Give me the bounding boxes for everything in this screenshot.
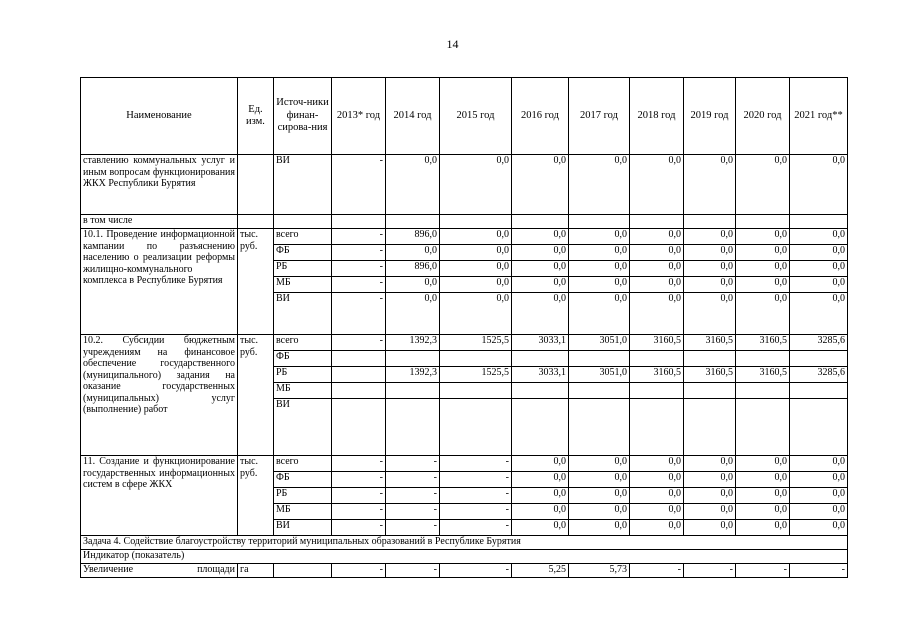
- table-row: [81, 550, 848, 564]
- value-cell: 3160,5: [630, 335, 684, 351]
- value-cell: 0,0: [684, 520, 736, 536]
- value-cell: 0,0: [790, 293, 848, 335]
- value-cell: 0,0: [684, 245, 736, 261]
- funding-source: ВИ: [274, 520, 332, 536]
- value-cell: 0,0: [440, 245, 512, 261]
- value-cell: 0,0: [684, 293, 736, 335]
- value-cell: 0,0: [736, 293, 790, 335]
- row-name: 10.1. Проведение информационной кампании по разъяснению населению о реализации реформы жилищно-коммунального комплекса в Республике Бурятия: [81, 229, 238, 335]
- value-cell: [512, 383, 569, 399]
- value-cell: 0,0: [569, 504, 630, 520]
- row-unit: тыс. руб.: [238, 229, 274, 335]
- value-cell: 0,0: [630, 261, 684, 277]
- value-cell: -: [386, 520, 440, 536]
- header-cell: Ед. изм.: [238, 78, 274, 155]
- value-cell: 0,0: [630, 520, 684, 536]
- value-cell: 0,0: [512, 504, 569, 520]
- value-cell: 0,0: [790, 472, 848, 488]
- value-cell: [512, 215, 569, 229]
- value-cell: 0,0: [512, 229, 569, 245]
- value-cell: 3285,6: [790, 367, 848, 383]
- funding-source: ВИ: [274, 399, 332, 456]
- value-cell: -: [332, 293, 386, 335]
- value-cell: -: [440, 504, 512, 520]
- funding-source: всего: [274, 456, 332, 472]
- header-cell: 2021 год**: [790, 78, 848, 155]
- row-name: Увеличение площади: [81, 564, 238, 578]
- value-cell: 1525,5: [440, 335, 512, 351]
- value-cell: 0,0: [440, 293, 512, 335]
- value-cell: 0,0: [684, 229, 736, 245]
- value-cell: 0,0: [630, 472, 684, 488]
- funding-source: МБ: [274, 277, 332, 293]
- value-cell: 0,0: [790, 229, 848, 245]
- value-cell: 0,0: [790, 277, 848, 293]
- value-cell: 0,0: [440, 277, 512, 293]
- value-cell: -: [332, 277, 386, 293]
- value-cell: -: [332, 488, 386, 504]
- funding-source: РБ: [274, 488, 332, 504]
- value-cell: 0,0: [569, 245, 630, 261]
- page-number: 14: [446, 37, 459, 51]
- value-cell: -: [440, 456, 512, 472]
- row-unit: тыс. руб.: [238, 335, 274, 456]
- value-cell: 1525,5: [440, 367, 512, 383]
- value-cell: [736, 399, 790, 456]
- value-cell: 0,0: [684, 261, 736, 277]
- value-cell: [386, 215, 440, 229]
- value-cell: 0,0: [630, 488, 684, 504]
- table-row: [81, 335, 848, 351]
- value-cell: 0,0: [630, 456, 684, 472]
- value-cell: 0,0: [630, 245, 684, 261]
- value-cell: 5,73: [569, 564, 630, 578]
- value-cell: 0,0: [736, 520, 790, 536]
- value-cell: -: [386, 564, 440, 578]
- value-cell: 0,0: [512, 520, 569, 536]
- value-cell: 0,0: [440, 261, 512, 277]
- header-cell: 2017 год: [569, 78, 630, 155]
- table-row: [81, 215, 848, 229]
- value-cell: -: [790, 564, 848, 578]
- value-cell: 0,0: [736, 472, 790, 488]
- value-cell: 3160,5: [736, 335, 790, 351]
- header-cell: 2020 год: [736, 78, 790, 155]
- value-cell: 3285,6: [790, 335, 848, 351]
- value-cell: [386, 351, 440, 367]
- value-cell: 0,0: [569, 277, 630, 293]
- value-cell: 3051,0: [569, 367, 630, 383]
- value-cell: 0,0: [790, 245, 848, 261]
- value-cell: [684, 351, 736, 367]
- value-cell: -: [386, 472, 440, 488]
- value-cell: [332, 383, 386, 399]
- value-cell: [386, 383, 440, 399]
- value-cell: -: [440, 488, 512, 504]
- funding-source: [274, 564, 332, 578]
- funding-source: ВИ: [274, 293, 332, 335]
- value-cell: 3051,0: [569, 335, 630, 351]
- value-cell: 0,0: [630, 293, 684, 335]
- header-cell: 2018 год: [630, 78, 684, 155]
- spanning-label: Индикатор (показатель): [81, 550, 848, 564]
- funding-source: всего: [274, 335, 332, 351]
- value-cell: -: [332, 245, 386, 261]
- value-cell: 0,0: [386, 277, 440, 293]
- value-cell: 0,0: [630, 155, 684, 215]
- value-cell: 0,0: [736, 155, 790, 215]
- value-cell: [790, 399, 848, 456]
- value-cell: 0,0: [684, 504, 736, 520]
- value-cell: 3160,5: [736, 367, 790, 383]
- row-unit: [238, 155, 274, 215]
- value-cell: 0,0: [736, 456, 790, 472]
- value-cell: [569, 351, 630, 367]
- value-cell: 0,0: [736, 261, 790, 277]
- value-cell: -: [386, 488, 440, 504]
- value-cell: 0,0: [386, 155, 440, 215]
- value-cell: [630, 351, 684, 367]
- funding-source: ФБ: [274, 351, 332, 367]
- value-cell: [332, 367, 386, 383]
- value-cell: -: [440, 564, 512, 578]
- value-cell: [440, 351, 512, 367]
- value-cell: [790, 351, 848, 367]
- value-cell: [569, 399, 630, 456]
- header-cell: Источ-ники финан-сирова-ния: [274, 78, 332, 155]
- value-cell: 0,0: [736, 245, 790, 261]
- value-cell: -: [332, 261, 386, 277]
- value-cell: -: [440, 472, 512, 488]
- value-cell: -: [630, 564, 684, 578]
- value-cell: [569, 383, 630, 399]
- value-cell: 0,0: [386, 245, 440, 261]
- value-cell: [332, 215, 386, 229]
- value-cell: -: [386, 456, 440, 472]
- value-cell: 0,0: [684, 456, 736, 472]
- row-name: 11. Создание и функционирование государственных информационных систем в сфере ЖКХ: [81, 456, 238, 536]
- value-cell: -: [440, 520, 512, 536]
- value-cell: 896,0: [386, 261, 440, 277]
- value-cell: [684, 383, 736, 399]
- value-cell: [736, 215, 790, 229]
- value-cell: [440, 399, 512, 456]
- value-cell: 0,0: [790, 155, 848, 215]
- table-row: [81, 229, 848, 245]
- header-cell: 2014 год: [386, 78, 440, 155]
- funding-source: ВИ: [274, 155, 332, 215]
- funding-source: всего: [274, 229, 332, 245]
- value-cell: 0,0: [512, 261, 569, 277]
- value-cell: 3160,5: [630, 367, 684, 383]
- value-cell: 0,0: [684, 155, 736, 215]
- value-cell: 0,0: [512, 472, 569, 488]
- funding-source: ФБ: [274, 472, 332, 488]
- value-cell: -: [684, 564, 736, 578]
- value-cell: 0,0: [512, 277, 569, 293]
- value-cell: -: [332, 229, 386, 245]
- value-cell: 0,0: [512, 488, 569, 504]
- value-cell: [630, 383, 684, 399]
- value-cell: 3033,1: [512, 367, 569, 383]
- value-cell: [238, 215, 274, 229]
- value-cell: 1392,3: [386, 367, 440, 383]
- value-cell: 0,0: [569, 520, 630, 536]
- value-cell: 0,0: [790, 504, 848, 520]
- value-cell: [332, 351, 386, 367]
- spanning-label: Задача 4. Содействие благоустройству территорий муниципальных образований в Республике Бурятия: [81, 536, 848, 550]
- funding-source: ФБ: [274, 245, 332, 261]
- value-cell: -: [332, 155, 386, 215]
- row-name: в том числе: [81, 215, 238, 229]
- funding-source: МБ: [274, 383, 332, 399]
- value-cell: [736, 351, 790, 367]
- value-cell: 896,0: [386, 229, 440, 245]
- value-cell: [790, 215, 848, 229]
- value-cell: 0,0: [512, 245, 569, 261]
- row-unit: га: [238, 564, 274, 578]
- header-cell: 2019 год: [684, 78, 736, 155]
- budget-table: [80, 77, 848, 578]
- value-cell: 0,0: [736, 488, 790, 504]
- value-cell: [332, 399, 386, 456]
- value-cell: 0,0: [630, 504, 684, 520]
- table-row: [81, 155, 848, 215]
- value-cell: 0,0: [630, 277, 684, 293]
- funding-source: РБ: [274, 367, 332, 383]
- funding-source: МБ: [274, 504, 332, 520]
- value-cell: 0,0: [790, 488, 848, 504]
- header-cell: 2016 год: [512, 78, 569, 155]
- table-row: [81, 564, 848, 578]
- row-unit: тыс. руб.: [238, 456, 274, 536]
- value-cell: [684, 399, 736, 456]
- value-cell: -: [332, 504, 386, 520]
- value-cell: -: [386, 504, 440, 520]
- value-cell: 0,0: [684, 472, 736, 488]
- value-cell: [386, 399, 440, 456]
- value-cell: 1392,3: [386, 335, 440, 351]
- value-cell: 0,0: [736, 504, 790, 520]
- value-cell: -: [736, 564, 790, 578]
- value-cell: -: [332, 456, 386, 472]
- value-cell: [630, 399, 684, 456]
- value-cell: [440, 215, 512, 229]
- value-cell: -: [332, 472, 386, 488]
- value-cell: 0,0: [569, 293, 630, 335]
- value-cell: -: [332, 520, 386, 536]
- value-cell: 0,0: [512, 155, 569, 215]
- value-cell: 0,0: [790, 520, 848, 536]
- value-cell: 0,0: [736, 229, 790, 245]
- value-cell: 0,0: [569, 472, 630, 488]
- value-cell: 3160,5: [684, 367, 736, 383]
- value-cell: 0,0: [736, 277, 790, 293]
- value-cell: 0,0: [440, 155, 512, 215]
- value-cell: 0,0: [684, 488, 736, 504]
- value-cell: 5,25: [512, 564, 569, 578]
- value-cell: [790, 383, 848, 399]
- value-cell: 0,0: [790, 261, 848, 277]
- value-cell: [512, 399, 569, 456]
- table-row: [81, 536, 848, 550]
- row-name: ставлению коммунальных услуг и иным вопросам функционирования ЖКХ Республики Бурятия: [81, 155, 238, 215]
- value-cell: 0,0: [569, 488, 630, 504]
- table-row: [81, 456, 848, 472]
- value-cell: 0,0: [386, 293, 440, 335]
- value-cell: [630, 215, 684, 229]
- header-cell: 2015 год: [440, 78, 512, 155]
- value-cell: -: [332, 564, 386, 578]
- value-cell: 3033,1: [512, 335, 569, 351]
- value-cell: -: [332, 335, 386, 351]
- value-cell: 0,0: [569, 456, 630, 472]
- value-cell: 0,0: [512, 456, 569, 472]
- value-cell: [274, 215, 332, 229]
- value-cell: 0,0: [569, 261, 630, 277]
- value-cell: 3160,5: [684, 335, 736, 351]
- value-cell: [684, 215, 736, 229]
- value-cell: 0,0: [790, 456, 848, 472]
- value-cell: [512, 351, 569, 367]
- value-cell: 0,0: [630, 229, 684, 245]
- value-cell: [440, 383, 512, 399]
- value-cell: 0,0: [440, 229, 512, 245]
- header-cell: 2013* год: [332, 78, 386, 155]
- value-cell: 0,0: [512, 293, 569, 335]
- row-name: 10.2. Субсидии бюджетным учреждениям на финансовое обеспечение государственного (муниципального) задания на оказание государственных (муниципальных) услуг (выполнение) работ: [81, 335, 238, 456]
- value-cell: 0,0: [684, 277, 736, 293]
- funding-source: РБ: [274, 261, 332, 277]
- header-row: [81, 78, 848, 155]
- header-cell: Наименование: [81, 78, 238, 155]
- value-cell: 0,0: [569, 229, 630, 245]
- value-cell: 0,0: [569, 155, 630, 215]
- value-cell: [569, 215, 630, 229]
- value-cell: [736, 383, 790, 399]
